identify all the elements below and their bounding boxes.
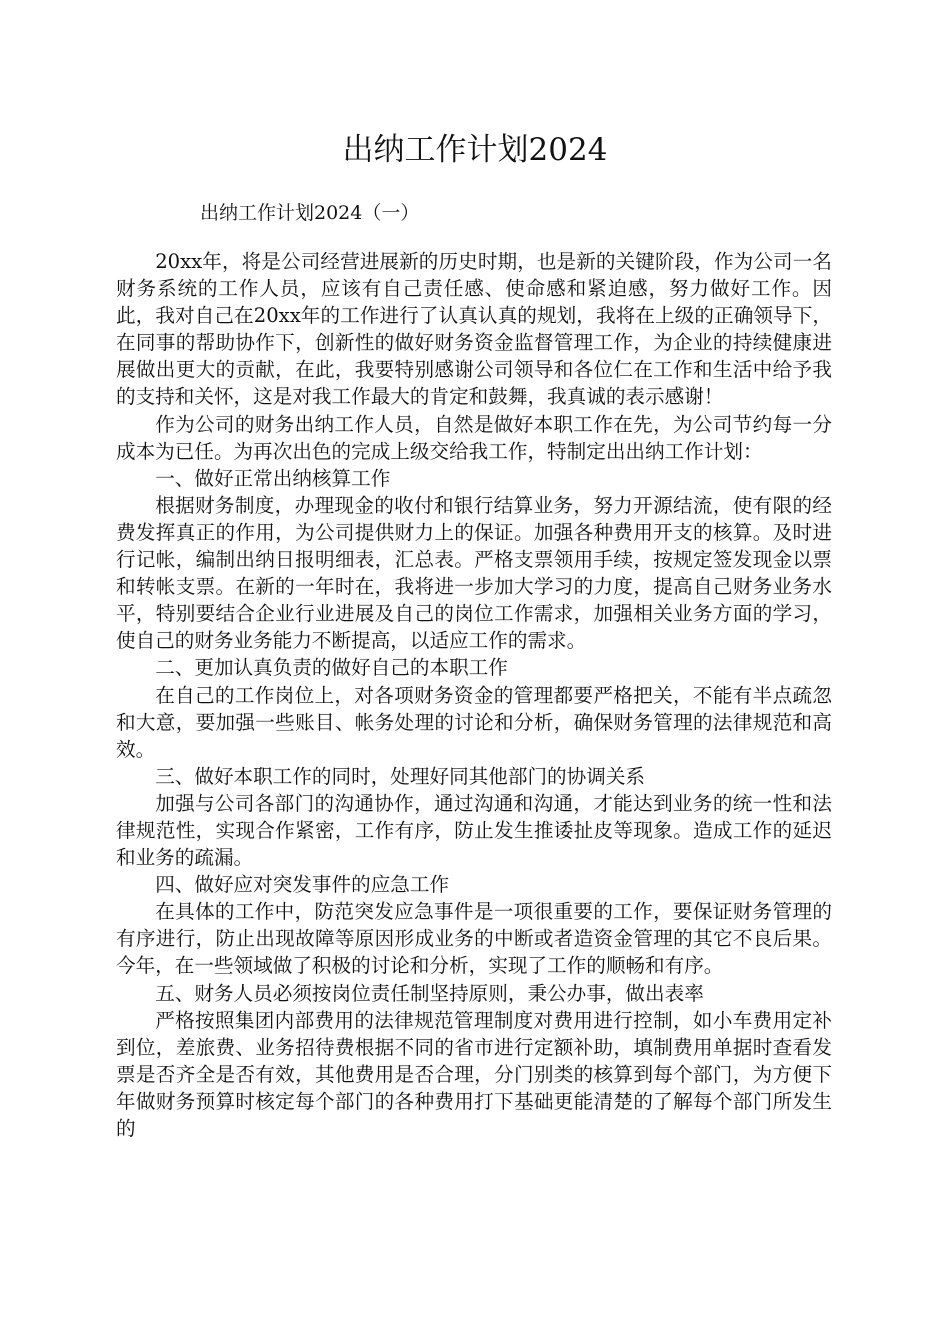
paragraph-intro: 20xx年，将是公司经营进展新的历史时期，也是新的关键阶段，作为公司一名财务系统的工作人员，应该有自己责任感、使命感和紧迫感，努力做好工作。因此，我对自己在20xx年的工作进行了认真认真的规划，我将在上级的正确领导下，在同事的帮助协作下，创新性的做好财务资金监督管理工作，为企业的持续健康进展做出更大的贡献，在此，我要特别感谢公司领导和各位仁在工作和生活中给予我的支持和关怀，这是对我工作最大的肯定和鼓舞，我真诚的表示感谢！	[116, 250, 832, 409]
paragraph-section-4: 在具体的工作中，防范突发应急事件是一项很重要的工作，要保证财务管理的有序进行，防止出现故障等原因形成业务的中断或者造资金管理的其它不良后果。今年，在一些领域做了积极的讨论和分析，实现了工作的顺畅和有序。	[116, 900, 832, 978]
paragraph-purpose: 作为公司的财务出纳工作人员，自然是做好本职工作在先，为公司节约每一分成本为已任。为再次出色的完成上级交给我工作，特制定出出纳工作计划：	[116, 412, 832, 463]
heading-section-3: 三、做好本职工作的同时，处理好同其他部门的协调关系	[155, 764, 646, 788]
document-body	[116, 248, 832, 1142]
paragraph-section-3: 加强与公司各部门的沟通协作，通过沟通和沟通，才能达到业务的统一性和法律规范性，实现合作紧密，工作有序，防止发生推诿扯皮等现象。造成工作的延迟和业务的疏漏。	[116, 791, 832, 870]
paragraph-section-5: 严格按照集团内部费用的法律规范管理制度对费用进行控制，如小车费用定补到位，差旅费、业务招待费根据不同的省市进行定额补助，填制费用单据时查看发票是否齐全是否有效，其他费用是否合理，分门别类的核算到每个部门，为方便下年做财务预算时核定每个部门的各种费用打下基础更能清楚的了解每个部门所发生的	[116, 1008, 832, 1140]
paragraph-section-1: 根据财务制度，办理现金的收付和银行结算业务，努力开源结流，使有限的经费发挥真正的作用，为公司提供财力上的保证。加强各种费用开支的核算。及时进行记帐，编制出纳日报明细表，汇总表。严格支票领用手续，按规定签发现金以票和转帐支票。在新的一年时在，我将进一步加大学习的力度，提高自己财务业务水平，特别要结合企业行业进展及自己的岗位工作需求，加强相关业务方面的学习，使自己的财务业务能力不断提高，以适应工作的需求。	[116, 493, 832, 653]
document-title: 出纳工作计划2024	[342, 132, 608, 168]
heading-section-4: 四、做好应对突发事件的应急工作	[155, 873, 450, 897]
paragraph-section-2: 在自己的工作岗位上，对各项财务资金的管理都要严格把关，不能有半点疏忽和大意，要加强一些账目、帐务处理的讨论和分析，确保财务管理的法律规范和高效。	[116, 683, 832, 761]
heading-section-5: 五、财务人员必须按岗位责任制坚持原则，秉公办事，做出表率	[155, 981, 704, 1005]
heading-section-2: 二、更加认真负责的做好自己的本职工作	[155, 656, 508, 680]
section-subtitle: 出纳工作计划2024（一）	[200, 202, 420, 224]
heading-section-1: 一、做好正常出纳核算工作	[155, 466, 391, 490]
